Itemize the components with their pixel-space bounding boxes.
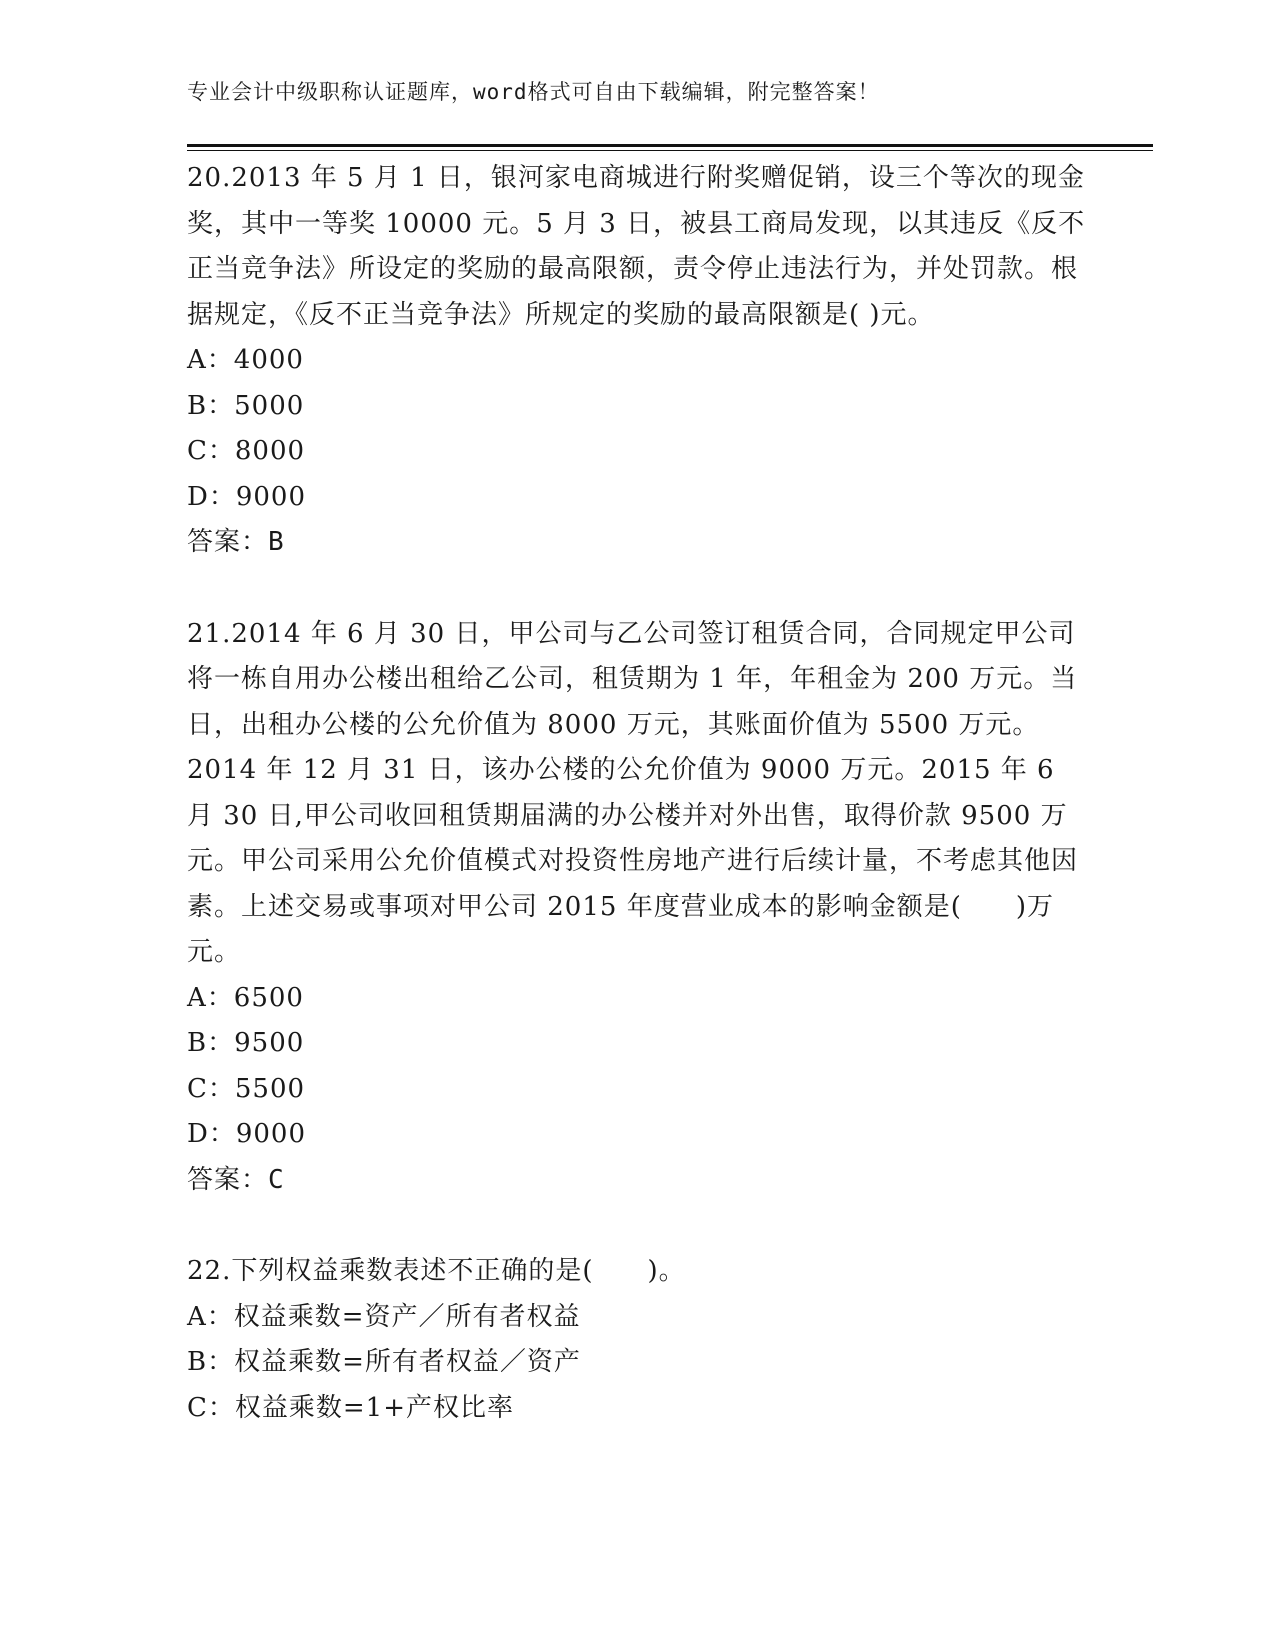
option-c: C：8000 xyxy=(187,436,306,466)
question-text: 22.下列权益乘数表述不正确的是( )。 xyxy=(187,1256,686,1286)
header-rule-thin xyxy=(187,150,1153,151)
option-d: D：9000 xyxy=(187,481,307,512)
header-rule-thick xyxy=(187,144,1153,147)
option-a: A：6500 xyxy=(187,982,304,1013)
answer-label: 答案：C xyxy=(187,1164,285,1195)
question-list xyxy=(187,156,1087,1477)
question-text: 21.2014 年 6 月 30 日，甲公司与乙公司签订租赁合同，合同规定甲公司将一栋自用办公楼出租给乙公司，租赁期为 1 年，年租金为 200 万元。当日，出租办公楼的公允价值为 8000 万元，其账面价值为 5500 万元。2014 年 12 月 31 日，该办公楼的公允价值为 9000 万元。2015 年 6 月 30 日,甲公司收回租赁期届满的办公楼并对外出售，取得价款 9500 万元。甲公司采用公允价值模式对投资性房地产进行后续计量，不考虑其他因素。上述交易或事项对甲公司 2015 年度营业成本的影响金额是( )万元。 xyxy=(187,618,1079,967)
option-d: D：9000 xyxy=(187,1119,307,1149)
answer-label: 答案：B xyxy=(187,527,285,557)
question-22 xyxy=(187,1249,1087,1431)
option-a: A：4000 xyxy=(187,345,304,375)
page-header: 专业会计中级职称认证题库，word格式可自由下载编辑，附完整答案！ xyxy=(187,80,880,104)
question-21 xyxy=(187,612,1087,1204)
question-text: 20.2013 年 5 月 1 日，银河家电商城进行附奖赠促销，设三个等次的现金奖，其中一等奖 10000 元。5 月 3 日，被县工商局发现，以其违反《反不正当竞争法》所设定的奖励的最高限额，责令停止违法行为，并处罚款。根据规定，《反不正当竞争法》所规定的奖励的最高限额是( )元。 xyxy=(187,163,1086,330)
option-c: C：权益乘数=1+产权比率 xyxy=(187,1392,515,1423)
question-20 xyxy=(187,156,1087,566)
option-b: B：权益乘数=所有者权益／资产 xyxy=(187,1347,581,1377)
option-b: B：5000 xyxy=(187,390,305,421)
option-b: B：9500 xyxy=(187,1028,305,1058)
option-c: C：5500 xyxy=(187,1073,306,1104)
option-a: A：权益乘数=资产／所有者权益 xyxy=(187,1301,581,1332)
